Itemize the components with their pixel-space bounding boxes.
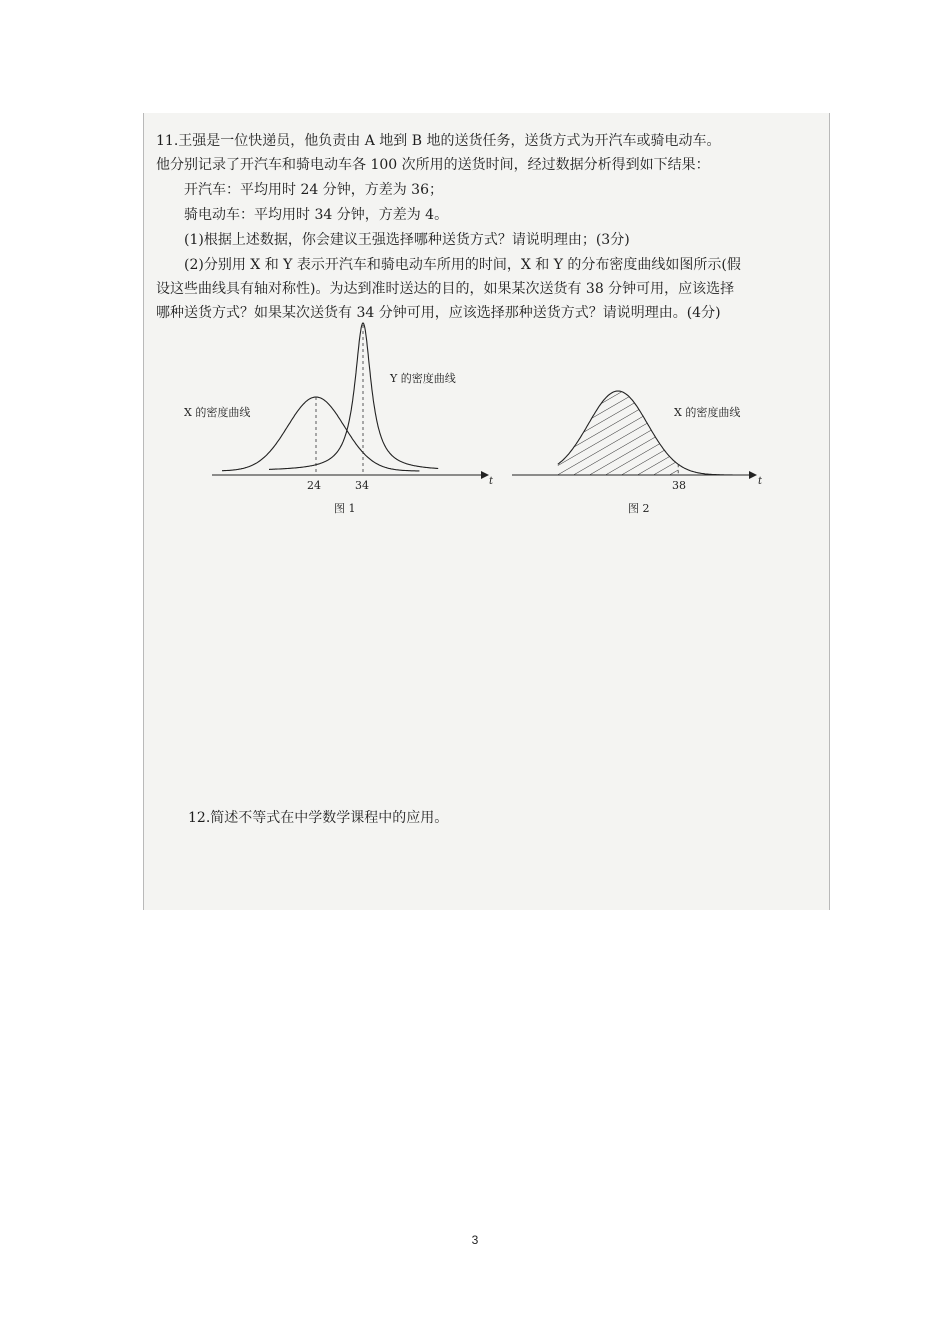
fig2-axis-label: t	[758, 476, 763, 487]
fig2-shaded-area	[558, 391, 678, 475]
figure-1	[184, 323, 494, 515]
q11-line-8: 哪种送货方式？如果某次送货有 34 分钟可用，应该选择那种送货方式？请说明理由。(4分)	[156, 305, 721, 321]
figure-2	[512, 391, 763, 515]
page-number: 3	[471, 1233, 479, 1247]
q12-text: 12.简述不等式在中学数学课程中的应用。	[188, 810, 449, 826]
fig2-axis-arrow	[749, 471, 757, 479]
fig1-tick-34: 34	[355, 479, 369, 492]
fig2-x-curve-label: X 的密度曲线	[674, 406, 741, 419]
q11-line-2: 他分别记录了开汽车和骑电动车各 100 次所用的送货时间，经过数据分析得到如下结果：	[156, 157, 710, 173]
fig1-y-density-curve	[269, 323, 438, 469]
q11-line-6: (2)分别用 X 和 Y 表示开汽车和骑电动车所用的时间，X 和 Y 的分布密度曲线如图所示(假	[184, 257, 741, 273]
fig1-axis-arrow	[481, 471, 489, 479]
fig1-caption: 图 1	[334, 502, 356, 515]
figures	[144, 113, 829, 533]
fig1-x-curve-label: X 的密度曲线	[184, 406, 251, 419]
q11-line-3: 开汽车：平均用时 24 分钟，方差为 36；	[184, 182, 443, 198]
q11-line-4: 骑电动车：平均用时 34 分钟，方差为 4。	[184, 207, 449, 223]
fig1-y-curve-label: Y 的密度曲线	[390, 372, 456, 385]
fig2-tick-38: 38	[672, 479, 686, 492]
fig1-tick-24: 24	[307, 479, 321, 492]
scanned-exam-page	[143, 113, 830, 910]
q11-line-7: 设这些曲线具有轴对称性)。为达到准时送达的目的，如果某次送货有 38 分钟可用，应该选择	[156, 281, 735, 297]
q11-line-1: 11.王强是一位快递员，他负责由 A 地到 B 地的送货任务，送货方式为开汽车或骑电动车。	[156, 133, 721, 149]
fig1-x-density-curve	[222, 397, 419, 471]
fig2-caption: 图 2	[628, 502, 650, 515]
q11-line-5: (1)根据上述数据，你会建议王强选择哪种送货方式？请说明理由；(3分)	[184, 232, 630, 248]
fig1-axis-label: t	[489, 476, 494, 487]
